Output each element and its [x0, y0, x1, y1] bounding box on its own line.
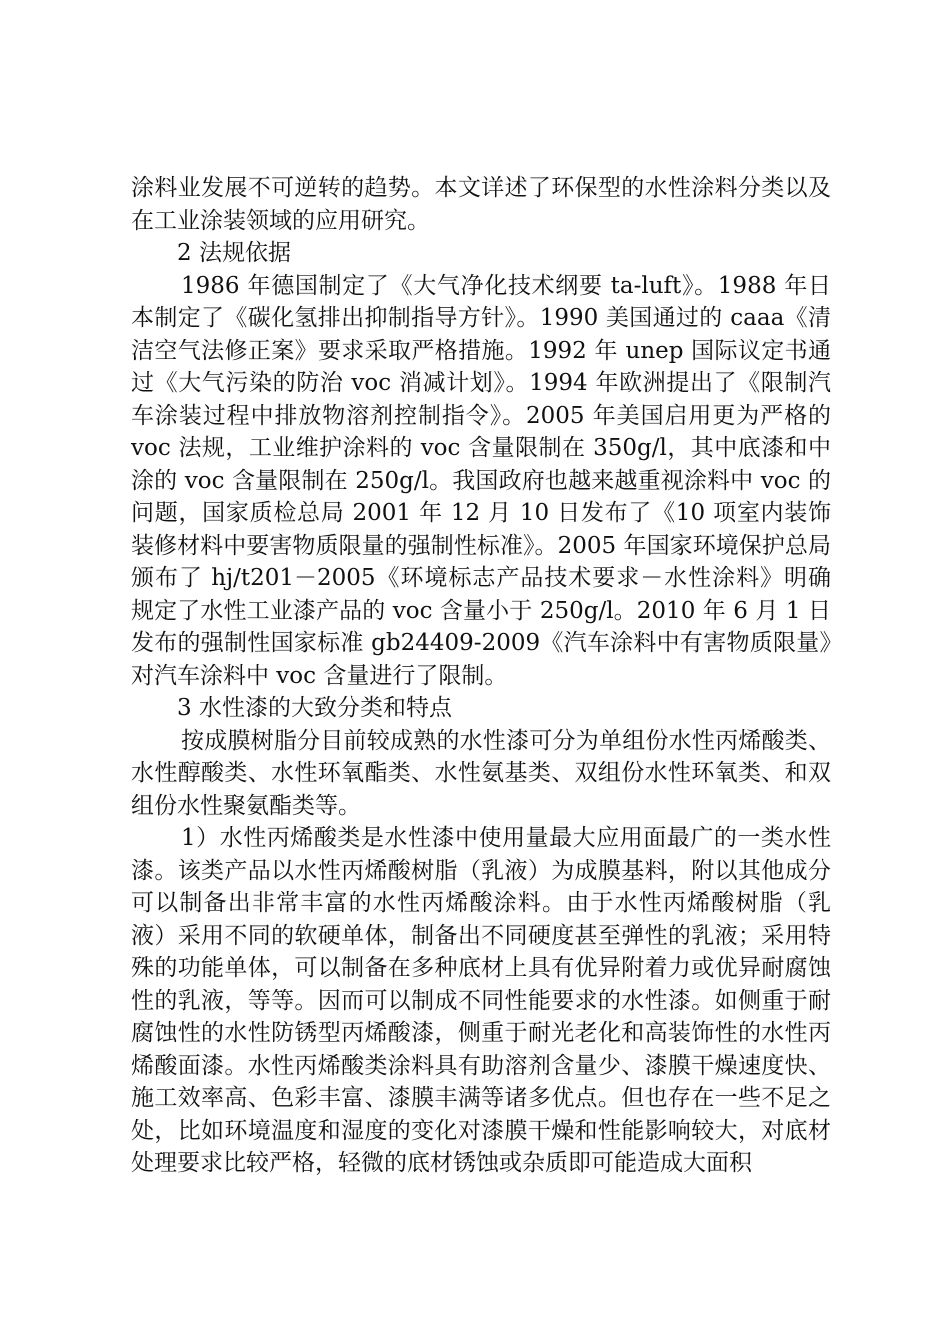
- document-body: [131, 172, 831, 1180]
- paragraph-regulations: 1986 年德国制定了《大气净化技术纲要 ta-luft》。1988 年日本制定了《碳化氢排出抑制指导方针》。1990 美国通过的 caaa《清洁空气法修正案》要求采取严格措施。1992 年 unep 国际议定书通过《大气污染的防治 voc 消减计划》。1994 年欧洲提出了《限制汽车涂装过程中排放物溶剂控制指令》。2005 年美国启用更为严格的 voc 法规，工业维护涂料的 voc 含量限制在 350g/l，其中底漆和中涂的 voc 含量限制在 250g/l。我国政府也越来越重视涂料中 voc 的问题，国家质检总局 2001 年 12 月 10 日发布了《10 项室内装饰装修材料中要害物质限量的强制性标准》。2005 年国家环境保护总局颁布了 hj/t201－2005《环境标志产品技术要求－水性涂料》明确规定了水性工业漆产品的 voc 含量小于 250g/l。2010 年 6 月 1 日发布的强制性国家标准 gb24409-2009《汽车涂料中有害物质限量》对汽车涂料中 voc 含量进行了限制。: [131, 272, 831, 689]
- paragraph-classification-overview: 按成膜树脂分目前较成熟的水性漆可分为单组份水性丙烯酸类、水性醇酸类、水性环氧酯类、水性氨基类、双组份水性环氧类、和双组份水性聚氨酯类等。: [131, 727, 831, 819]
- section-heading-regulations: 2 法规依据: [177, 240, 291, 266]
- paragraph-acrylic-type: 1）水性丙烯酸类是水性漆中使用量最大应用面最广的一类水性漆。该类产品以水性丙烯酸树脂（乳液）为成膜基料，附以其他成分可以制备出非常丰富的水性丙烯酸涂料。由于水性丙烯酸树脂（乳液）采用不同的软硬单体，制备出不同硬度甚至弹性的乳液；采用特殊的功能单体，可以制备在多种底材上具有优异附着力或优异耐腐蚀性的乳液，等等。因而可以制成不同性能要求的水性漆。如侧重于耐腐蚀性的水性防锈型丙烯酸漆，侧重于耐光老化和高装饰性的水性丙烯酸面漆。水性丙烯酸类涂料具有助溶剂含量少、漆膜干燥速度快、施工效率高、色彩丰富、漆膜丰满等诸多优点。但也存在一些不足之处，比如环境温度和湿度的变化对漆膜干燥和性能影响较大，对底材处理要求比较严格，轻微的底材锈蚀或杂质即可能造成大面积: [131, 825, 831, 1176]
- paragraph-intro-continuation: 涂料业发展不可逆转的趋势。本文详述了环保型的水性涂料分类以及在工业涂装领域的应用研究。: [131, 175, 831, 234]
- section-heading-classification: 3 水性漆的大致分类和特点: [177, 695, 452, 721]
